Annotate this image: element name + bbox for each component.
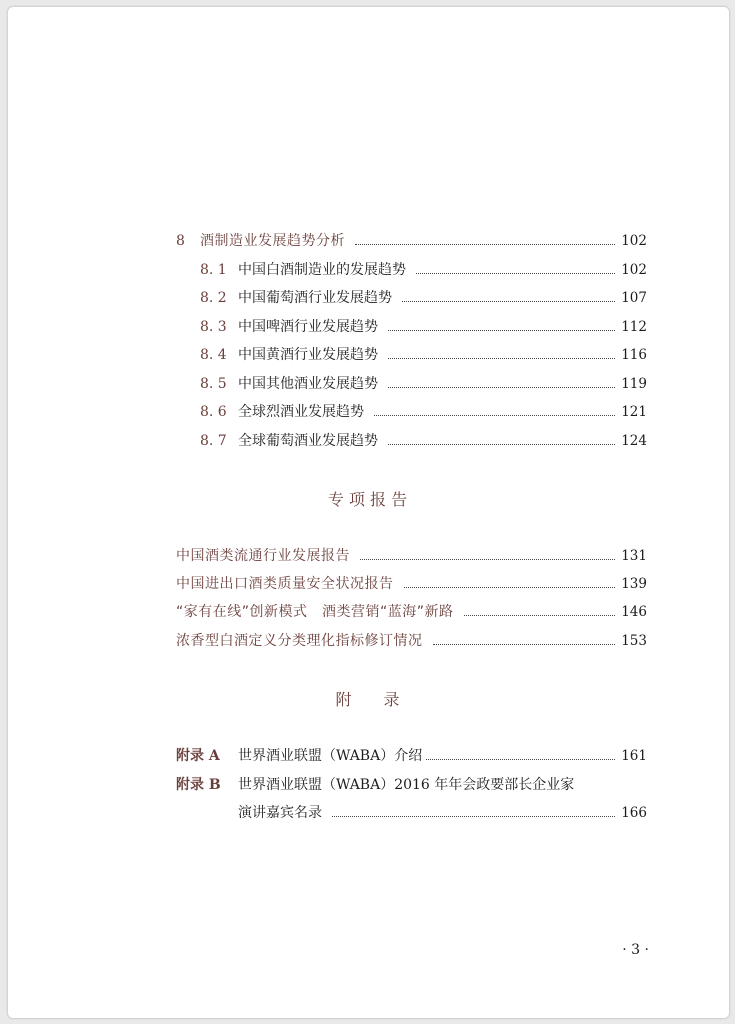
section-title: 中国啤酒行业发展趋势 [238,319,378,335]
toc-entry-report[interactable] [176,601,647,621]
dot-leader [388,386,615,388]
page-number: 119 [621,376,647,392]
chapter-title: 酒制造业发展趋势分析 [200,233,345,249]
section-title: 中国其他酒业发展趋势 [238,376,378,392]
page-number: 116 [621,347,647,363]
appendix-title-line2: 演讲嘉宾名录 [238,805,322,821]
section-number: 8. 3 [200,319,227,335]
toc-entry-section[interactable] [200,430,647,450]
toc-entry-appendix-b-continued[interactable] [238,802,647,822]
dot-leader [402,300,615,302]
dot-leader [404,586,616,588]
page-number: 153 [621,633,647,649]
toc-entry-section[interactable] [200,401,647,421]
toc-entry-section[interactable] [200,316,647,336]
toc-entry-section[interactable] [200,287,647,307]
toc-entry-appendix-a[interactable] [176,745,647,765]
appendix-label: 附录 A [176,748,220,764]
dot-leader [433,643,616,645]
dot-leader [426,758,615,760]
dot-leader [388,329,615,331]
page-number: 102 [621,233,647,249]
page-number: 107 [621,290,647,306]
section-title: 全球葡萄酒业发展趋势 [238,433,378,449]
toc-entry-report[interactable] [176,630,647,650]
page-number: 146 [621,604,647,620]
report-title: 中国酒类流通行业发展报告 [176,548,350,564]
chapter-number: 8 [176,233,185,249]
section-title: 全球烈酒业发展趋势 [238,404,364,420]
dot-leader [388,443,615,445]
toc-entry-report[interactable] [176,545,647,565]
appendix-label: 附录 B [176,777,221,793]
toc-entry-chapter-8[interactable] [176,230,647,250]
appendix-heading: 附 录 [335,690,400,709]
dot-leader [464,614,616,616]
page-number: 112 [621,319,647,335]
footer-page-number: · 3 · [622,942,649,958]
section-title: 中国葡萄酒行业发展趋势 [238,290,392,306]
section-number: 8. 2 [200,290,227,306]
page-number: 161 [621,748,647,764]
section-number: 8. 6 [200,404,227,420]
page-number: 124 [621,433,647,449]
toc-entry-section[interactable] [200,373,647,393]
report-title: “家有在线”创新模式 酒类营销“蓝海”新路 [176,604,454,620]
dot-leader [388,357,615,359]
page-number: 121 [621,404,647,420]
section-title: 中国黄酒行业发展趋势 [238,347,378,363]
report-title: 中国进出口酒类质量安全状况报告 [176,576,394,592]
section-title: 中国白酒制造业的发展趋势 [238,262,406,278]
page-number: 102 [621,262,647,278]
page-number: 131 [621,548,647,564]
toc-entry-report[interactable] [176,573,647,593]
section-number: 8. 7 [200,433,227,449]
page-number: 166 [621,805,647,821]
toc-entry-section[interactable] [200,344,647,364]
special-reports-heading: 专 项 报 告 [327,490,408,509]
document-page [7,6,730,1019]
dot-leader [360,558,615,560]
report-title: 浓香型白酒定义分类理化指标修订情况 [176,633,423,649]
appendix-title: 世界酒业联盟（WABA）介绍 [238,748,423,764]
section-number: 8. 5 [200,376,227,392]
dot-leader [416,272,615,274]
page-number: 139 [621,576,647,592]
section-number: 8. 4 [200,347,227,363]
dot-leader [374,414,615,416]
dot-leader [355,243,615,245]
dot-leader [332,815,615,817]
appendix-title: 世界酒业联盟（WABA）2016 年年会政要部长企业家 [238,777,575,793]
toc-entry-section[interactable] [200,259,647,279]
toc-entry-appendix-b[interactable] [176,774,647,794]
section-number: 8. 1 [200,262,227,278]
